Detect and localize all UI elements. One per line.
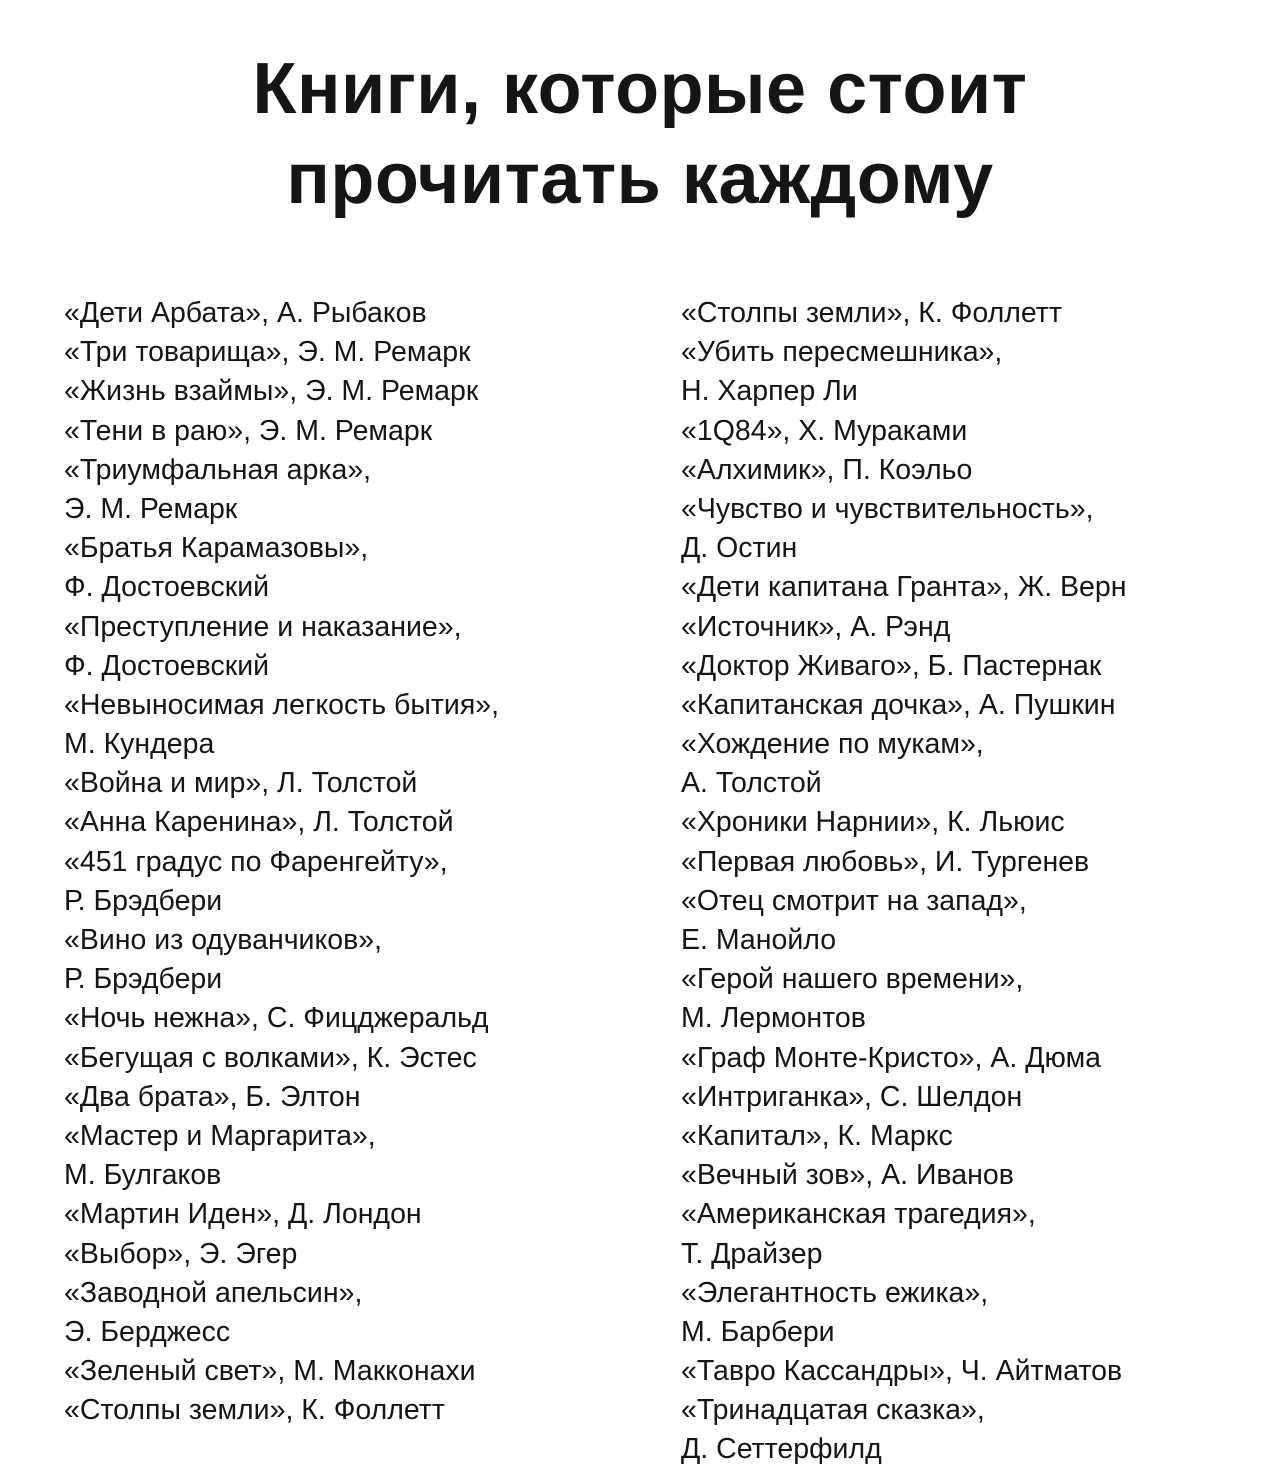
book-list-line: Ф. Достоевский <box>64 649 270 682</box>
book-list-line: «Граф Монте-Кристо», А. Дюма <box>681 1041 1102 1074</box>
book-list-line: «Зеленый свет», М. Макконахи <box>64 1355 476 1388</box>
book-list-line: «Алхимик», П. Коэльо <box>681 453 973 486</box>
book-list-line: «Капитанская дочка», А. Пушкин <box>681 688 1116 721</box>
book-list-line: «Вечный зов», А. Иванов <box>681 1159 1014 1192</box>
book-list-line: «Хождение по мукам», <box>681 728 984 761</box>
book-list-line: «Дети Арбата», А. Рыбаков <box>64 297 427 329</box>
book-list-line: «Капитал», К. Маркс <box>681 1119 953 1152</box>
book-list-line: Д. Сеттерфилд <box>681 1433 882 1466</box>
book-list-line: М. Барбери <box>681 1315 835 1348</box>
book-list-line: Р. Брэдбери <box>64 884 223 917</box>
book-list-line: «Дети капитана Гранта», Ж. Верн <box>681 571 1127 604</box>
book-list-line: А. Толстой <box>681 767 822 800</box>
book-list-line: Т. Драйзер <box>681 1237 823 1270</box>
book-list-line: Э. Берджесс <box>64 1315 231 1348</box>
book-list-line: «Ночь нежна», С. Фицджеральд <box>64 1002 489 1035</box>
book-list-line: «Столпы земли», К. Фоллетт <box>681 297 1062 329</box>
page-title-line-2: прочитать каждому <box>286 139 994 219</box>
book-list-line: «Бегущая с волками», К. Эстес <box>64 1041 477 1074</box>
book-list-line: «Герой нашего времени», <box>681 963 1024 996</box>
book-list-line: «Триумфальная арка», <box>64 453 372 486</box>
book-list-line: «Чувство и чувствительность», <box>681 492 1094 525</box>
book-list-line: Р. Брэдбери <box>64 963 223 996</box>
book-list-line: «Война и мир», Л. Толстой <box>64 767 418 800</box>
book-list-left <box>64 294 499 1430</box>
book-list-line: «Отец смотрит на запад», <box>681 884 1027 917</box>
book-list-line: «Два брата», Б. Элтон <box>64 1080 361 1113</box>
book-list-line: «Интриганка», С. Шелдон <box>681 1080 1023 1113</box>
book-list-line: «1Q84», Х. Мураками <box>681 414 968 447</box>
book-list-line: М. Лермонтов <box>681 1002 866 1035</box>
book-list-line: Э. М. Ремарк <box>64 492 238 525</box>
book-list-line: «Преступление и наказание», <box>64 610 462 643</box>
book-list-line: «Анна Каренина», Л. Толстой <box>64 806 454 839</box>
book-list-line: «Доктор Живаго», Б. Пастернак <box>681 649 1102 682</box>
book-list-line: Д. Остин <box>681 532 798 565</box>
book-list-line: «Элегантность ежика», <box>681 1276 989 1309</box>
book-list-line: Е. Манойло <box>681 924 837 956</box>
book-list-line: «Выбор», Э. Эгер <box>64 1237 298 1270</box>
page-title <box>0 44 1280 224</box>
book-list-line: «Источник», А. Рэнд <box>681 610 951 643</box>
book-list-line: Ф. Достоевский <box>64 571 270 604</box>
book-list-line: «Первая любовь», И. Тургенев <box>681 845 1090 878</box>
book-list-line: «Тени в раю», Э. М. Ремарк <box>64 414 433 447</box>
book-list-line: «Хроники Нарнии», К. Льюис <box>681 806 1065 839</box>
book-list-line: М. Кундера <box>64 728 215 761</box>
book-list-right <box>681 294 1126 1470</box>
book-list-line: «Мастер и Маргарита», <box>64 1119 376 1152</box>
book-list-line: «Американская трагедия», <box>681 1198 1036 1231</box>
book-list-line: «Убить пересмешника», <box>681 336 1003 369</box>
book-list-line: «451 градус по Фаренгейту», <box>64 845 448 878</box>
book-list-line: «Заводной апельсин», <box>64 1276 363 1309</box>
book-list-line: «Тавро Кассандры», Ч. Айтматов <box>681 1355 1123 1388</box>
book-list-line: «Вино из одуванчиков», <box>64 924 383 956</box>
book-list-line: «Тринадцатая сказка», <box>681 1394 985 1427</box>
book-list-line: М. Булгаков <box>64 1159 222 1192</box>
book-list-line: «Три товарища», Э. М. Ремарк <box>64 336 471 369</box>
book-list-line: «Невыносимая легкость бытия», <box>64 688 500 721</box>
book-list-line: «Братья Карамазовы», <box>64 532 369 565</box>
book-list-line: «Столпы земли», К. Фоллетт <box>64 1394 445 1427</box>
book-list-line: «Мартин Иден», Д. Лондон <box>64 1198 422 1231</box>
book-list-line: Н. Харпер Ли <box>681 375 858 408</box>
page-title-line-1: Книги, которые стоит <box>252 49 1028 129</box>
book-list-line: «Жизнь взаймы», Э. М. Ремарк <box>64 375 479 408</box>
